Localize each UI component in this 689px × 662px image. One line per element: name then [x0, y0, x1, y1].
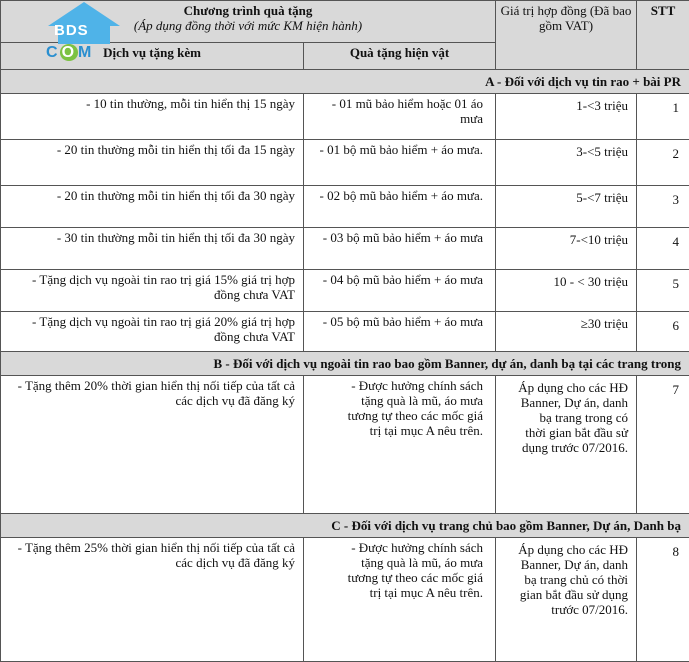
dich-vu-cell: - Tặng dịch vụ ngoài tin rao trị giá 15% giá trị hợp đồng chưa VAT [1, 270, 304, 312]
logo-text-top: BDS [54, 22, 89, 39]
header-qua-hien-vat: Quà tặng hiện vật [304, 43, 496, 70]
dich-vu-cell: - 30 tin thường mỗi tin hiển thị tối đa 30 ngày [1, 228, 304, 270]
section-b-title: B - Đối với dịch vụ ngoài tin rao bao gồm Banner, dự án, danh bạ tại các trang trong [1, 352, 689, 376]
stt-cell: 3 [637, 186, 689, 228]
table-row [1, 140, 689, 186]
stt-cell: 5 [637, 270, 689, 312]
header-stt: STT [637, 1, 689, 70]
table-row [1, 538, 689, 662]
stt-cell: 7 [637, 376, 689, 514]
header-ap-dung-note: (Áp dụng đồng thời với mức KM hiện hành) [5, 18, 491, 33]
gia-tri-cell: Áp dụng cho các HĐ Banner, Dự án, danh bạ trang trong có thời gian bắt đầu sử dụng trước 07/2016. [496, 376, 637, 514]
gia-tri-cell: 3-<5 triệu [496, 140, 637, 186]
dich-vu-cell: - Tặng thêm 20% thời gian hiển thị nối tiếp của tất cả các dịch vụ đã đăng ký [1, 376, 304, 514]
gia-tri-cell: 1-<3 triệu [496, 94, 637, 140]
table-row [1, 270, 689, 312]
dich-vu-cell: - 20 tin thường mỗi tin hiển thị tối đa 15 ngày [1, 140, 304, 186]
gia-tri-cell: 7-<10 triệu [496, 228, 637, 270]
section-b-row [1, 352, 689, 376]
section-c-title: C - Đối với dịch vụ trang chủ bao gồm Banner, Dự án, Danh bạ [1, 514, 689, 538]
gia-tri-cell: Áp dụng cho các HĐ Banner, Dự án, danh bạ trang chủ có thời gian bắt đầu sử dụng trước 07/2016. [496, 538, 637, 662]
table-row [1, 376, 689, 514]
table-row [1, 312, 689, 352]
gia-tri-cell: ≥30 triệu [496, 312, 637, 352]
qua-cell: - 05 bộ mũ bảo hiểm + áo mưa [304, 312, 496, 352]
section-a-row [1, 70, 689, 94]
dich-vu-cell: - 10 tin thường, mỗi tin hiển thị 15 ngày [1, 94, 304, 140]
qua-cell: - Được hưởng chính sách tặng quà là mũ, áo mưa tương tự theo các mốc giá trị tại mục A nêu trên. [304, 376, 496, 514]
stt-cell: 1 [637, 94, 689, 140]
table-row [1, 94, 689, 140]
stt-cell: 6 [637, 312, 689, 352]
header-dich-vu-tang-kem: Dịch vụ tặng kèm [1, 43, 304, 70]
stt-cell: 4 [637, 228, 689, 270]
gia-tri-cell: 5-<7 triệu [496, 186, 637, 228]
header-chuong-trinh-title: Chương trình quà tặng [5, 3, 491, 18]
stt-cell: 8 [637, 538, 689, 662]
stt-cell: 2 [637, 140, 689, 186]
section-a-title: A - Đối với dịch vụ tin rao + bài PR [1, 70, 689, 94]
dich-vu-cell: - 20 tin thường mỗi tin hiển thị tối đa 30 ngày [1, 186, 304, 228]
qua-cell: - 03 bộ mũ bảo hiểm + áo mưa [304, 228, 496, 270]
section-c-row [1, 514, 689, 538]
watermark-logo [40, 0, 160, 70]
header-gia-tri: Giá trị hợp đồng (Đã bao gồm VAT) [496, 1, 637, 70]
qua-cell: - Được hưởng chính sách tặng quà là mũ, áo mưa tương tự theo các mốc giá trị tại mục A nêu trên. [304, 538, 496, 662]
qua-cell: - 01 mũ bảo hiểm hoặc 01 áo mưa [304, 94, 496, 140]
gia-tri-cell: 10 - < 30 triệu [496, 270, 637, 312]
table-row [1, 228, 689, 270]
dich-vu-cell: - Tặng dịch vụ ngoài tin rao trị giá 20% giá trị hợp đồng chưa VAT [1, 312, 304, 352]
dich-vu-cell: - Tặng thêm 25% thời gian hiển thị nối tiếp của tất cả các dịch vụ đã đăng ký [1, 538, 304, 662]
qua-cell: - 01 bộ mũ bảo hiểm + áo mưa. [304, 140, 496, 186]
qua-cell: - 04 bộ mũ bảo hiểm + áo mưa [304, 270, 496, 312]
logo-text-bottom: C O M [46, 44, 93, 62]
qua-cell: - 02 bộ mũ bảo hiểm + áo mưa. [304, 186, 496, 228]
table-row [1, 186, 689, 228]
